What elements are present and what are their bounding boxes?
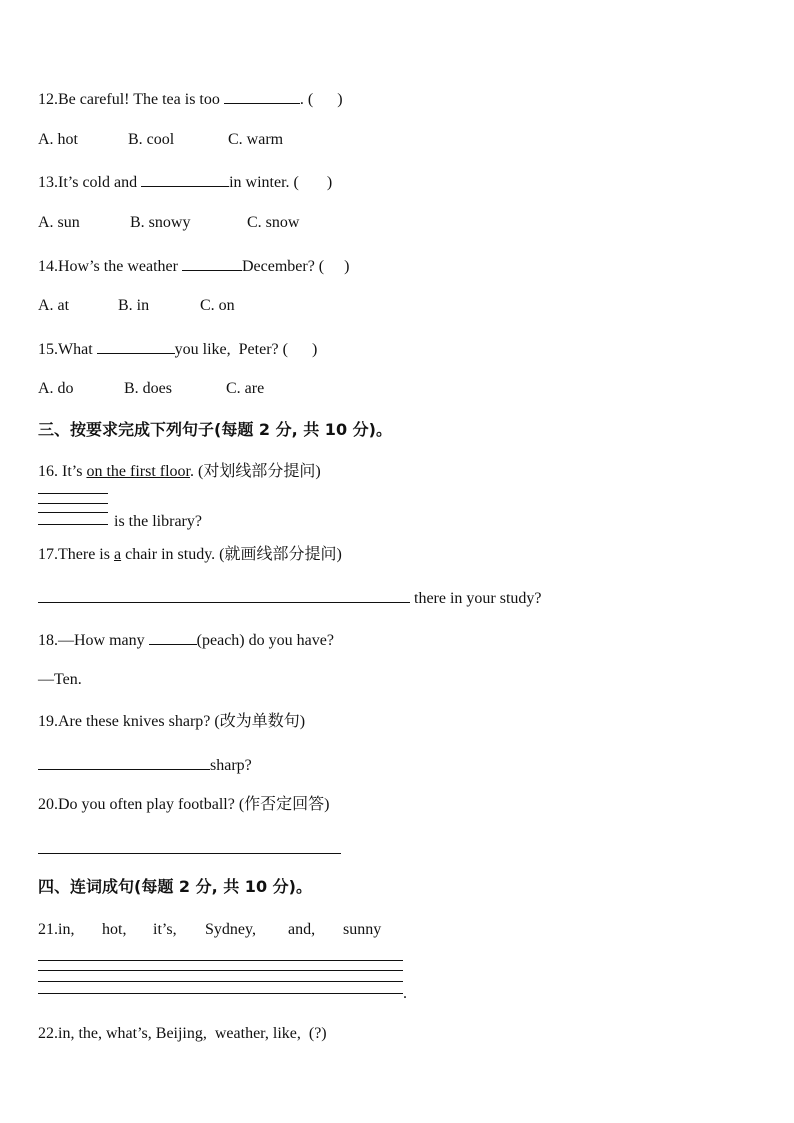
answer-blank[interactable]: [182, 255, 242, 271]
option-a[interactable]: A. do: [38, 380, 74, 397]
question-text-after: in winter. ( ): [229, 174, 333, 191]
option-a[interactable]: A. at: [38, 297, 70, 314]
question-number: 17.: [38, 546, 58, 563]
word: and,: [288, 921, 316, 938]
underlined-part: on the first floor: [86, 463, 190, 480]
question-text: —How many: [58, 632, 149, 649]
answer-line[interactable]: [38, 970, 403, 971]
question-14: [38, 255, 349, 277]
question-text-after: you like, Peter? ( ): [174, 341, 318, 358]
question-15: [38, 338, 317, 360]
answer-blank[interactable]: [38, 587, 410, 603]
question-number: 13.: [38, 174, 58, 191]
options-13: [38, 213, 299, 233]
answer-line[interactable]: [38, 993, 403, 994]
question-number: 14.: [38, 258, 58, 275]
answer-line[interactable]: [38, 960, 403, 961]
option-c[interactable]: C. warm: [228, 131, 284, 148]
end-mark: .: [403, 985, 407, 1002]
word: in,: [58, 921, 75, 938]
option-c[interactable]: C. snow: [247, 214, 300, 231]
question-text: It’s cold and: [58, 174, 142, 191]
question-text: Be careful! The tea is too: [58, 91, 224, 108]
section-4-heading: 四、连词成句(每题 2 分, 共 10 分)。: [38, 877, 312, 896]
question-text-after: . ( ): [299, 91, 343, 108]
question-text: There is: [58, 546, 114, 563]
answer-blank[interactable]: [38, 754, 210, 770]
answer-blank[interactable]: [97, 338, 175, 354]
word: it’s,: [153, 921, 177, 938]
reply-18: —Ten.: [38, 671, 82, 688]
option-b[interactable]: B. in: [118, 297, 150, 314]
answer-line[interactable]: [38, 493, 108, 494]
answer-17: [38, 587, 542, 609]
answer-tail: is the library?: [114, 513, 202, 530]
section-3-heading: 三、按要求完成下列句子(每题 2 分, 共 10 分)。: [38, 420, 392, 439]
question-number: 22.: [38, 1025, 58, 1042]
option-b[interactable]: B. cool: [128, 131, 175, 148]
options-14: [38, 296, 235, 316]
question-instruction: . (对划线部分提问): [190, 463, 321, 480]
question-number: 19.: [38, 713, 58, 730]
question-21: [38, 920, 381, 940]
option-c[interactable]: C. are: [226, 380, 265, 397]
question-number: 16.: [38, 463, 62, 480]
question-text-after: December? ( ): [241, 258, 350, 275]
question-19: [38, 712, 305, 732]
option-a[interactable]: A. sun: [38, 214, 80, 231]
answer-tail: there in your study?: [410, 590, 542, 607]
word: sunny: [343, 921, 382, 938]
question-number: 18.: [38, 632, 58, 649]
answer-line[interactable]: [38, 524, 108, 525]
option-b[interactable]: B. does: [124, 380, 172, 397]
question-text-after: (peach) do you have?: [196, 632, 334, 649]
options-12: [38, 130, 283, 150]
question-18: [38, 629, 334, 651]
question-text: Do you often play football? (作否定回答): [58, 796, 330, 813]
underlined-part: a: [113, 546, 122, 563]
answer-19: [38, 754, 252, 776]
word: hot,: [102, 921, 127, 938]
answer-blank[interactable]: [149, 629, 197, 645]
option-c[interactable]: C. on: [200, 297, 235, 314]
question-text: It’s: [62, 463, 87, 480]
options-15: [38, 379, 264, 399]
answer-line[interactable]: [38, 981, 403, 982]
answer-line[interactable]: [38, 853, 341, 854]
word: Sydney,: [205, 921, 256, 938]
question-16: [38, 462, 321, 482]
answer-blank[interactable]: [224, 88, 300, 104]
answer-blank[interactable]: [141, 171, 229, 187]
answer-line[interactable]: [38, 512, 108, 513]
question-12: [38, 88, 343, 110]
question-text: Are these knives sharp? (改为单数句): [58, 713, 306, 730]
question-text: How’s the weather: [58, 258, 182, 275]
answer-tail: sharp?: [210, 757, 252, 774]
answer-line[interactable]: [38, 503, 108, 504]
question-number: 15.: [38, 341, 58, 358]
question-22: [38, 1024, 327, 1044]
question-17: [38, 545, 342, 565]
question-text: What: [58, 341, 97, 358]
option-b[interactable]: B. snowy: [130, 214, 191, 231]
question-number: 21.: [38, 921, 58, 938]
question-instruction: chair in study. (就画线部分提问): [121, 546, 342, 563]
question-text: in, the, what’s, Beijing, weather, like, (?): [58, 1025, 327, 1042]
option-a[interactable]: A. hot: [38, 131, 78, 148]
question-20: [38, 795, 330, 815]
question-number: 12.: [38, 91, 58, 108]
question-number: 20.: [38, 796, 58, 813]
question-13: [38, 171, 332, 193]
